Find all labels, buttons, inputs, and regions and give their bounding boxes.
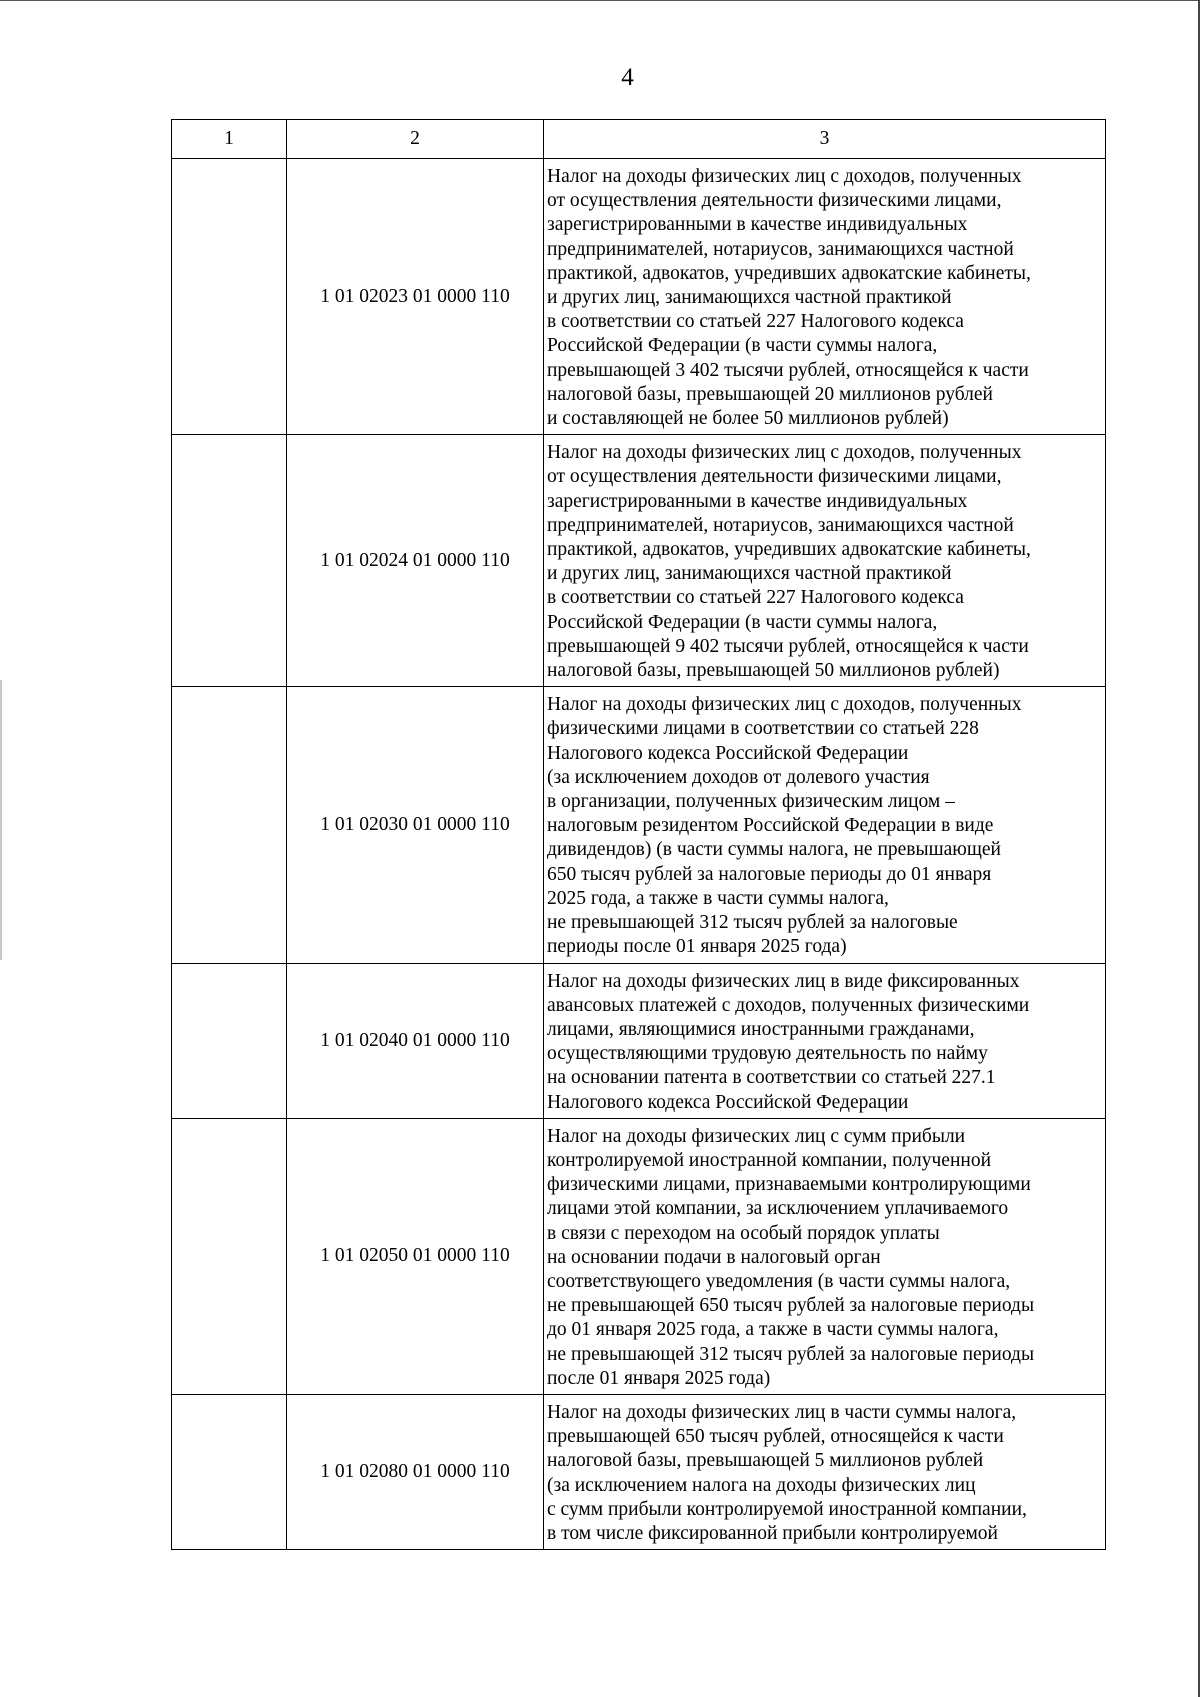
description-line: зарегистрированными в качестве индивидуальных [547,214,968,236]
row-number-cell [172,1394,287,1549]
table-row [172,1118,1106,1394]
description-line: налоговой базы, превышающей 20 миллионов рублей [547,383,993,405]
budget-classification-code: 1 01 02030 01 0000 110 [287,687,544,963]
income-description-cell [544,963,1106,1118]
description-line: физическими лицами в соответствии со статьей 228 [547,718,979,740]
budget-classification-code: 1 01 02080 01 0000 110 [287,1394,544,1549]
table-row [172,159,1106,435]
description-line: и других лиц, занимающихся частной практикой [547,563,952,585]
budget-classification-code: 1 01 02023 01 0000 110 [287,159,544,435]
description-line: периоды после 01 января 2025 года) [547,936,847,958]
description-line: не превышающей 650 тысяч рублей за налоговые периоды [547,1295,1035,1317]
description-line: превышающей 650 тысяч рублей, относящейся к части [547,1426,1004,1448]
description-line: и других лиц, занимающихся частной практикой [547,287,952,309]
description-line: превышающей 3 402 тысячи рублей, относящейся к части [547,359,1029,381]
description-line: в том числе фиксированной прибыли контролируемой [547,1522,998,1544]
description-line: от осуществления деятельности физическими лицами, [547,190,1002,212]
description-line: предпринимателей, нотариусов, занимающихся частной [547,238,1014,260]
description-line: Налог на доходы физических лиц с доходов, полученных [547,166,1022,187]
description-line: Налог на доходы физических лиц с сумм прибыли [547,1125,966,1147]
description-line: Налогового кодекса Российской Федерации [547,742,909,764]
page-number: 4 [621,64,634,91]
budget-classification-code: 1 01 02024 01 0000 110 [287,435,544,687]
description-line: авансовых платежей с доходов, полученных физическими [547,994,1030,1016]
description-line: после 01 января 2025 года) [547,1367,771,1389]
scan-left-shadow [0,680,2,960]
description-line: в связи с переходом на особый порядок уплаты [547,1222,940,1244]
description-line: физическими лицами, признаваемыми контролирующими [547,1174,1031,1196]
table-row [172,435,1106,687]
description-line: лицами этой компании, за исключением уплачиваемого [547,1198,1009,1220]
row-number-cell [172,1118,287,1394]
table-row [172,963,1106,1118]
row-number-cell [172,159,287,435]
description-line: Налог на доходы физических лиц с доходов, полученных [547,442,1022,464]
row-number-cell [172,963,287,1118]
income-description-cell [544,1118,1106,1394]
description-line: (за исключением доходов от долевого участия [547,766,930,788]
budget-classification-code: 1 01 02050 01 0000 110 [287,1118,544,1394]
table-row [172,687,1106,963]
description-line: на основании подачи в налоговый орган [547,1246,881,1268]
description-line: в соответствии со статьей 227 Налогового кодекса [547,587,964,609]
description-line: Российской Федерации (в части суммы налога, [547,335,938,357]
description-line: налоговой базы, превышающей 5 миллионов рублей [547,1450,984,1472]
table-row [172,1394,1106,1549]
table-header-row [172,120,1106,159]
description-line: 2025 года, а также в части суммы налога, [547,887,889,909]
description-line: Российской Федерации (в части суммы налога, [547,611,938,633]
description-line: соответствующего уведомления (в части суммы налога, [547,1270,1011,1292]
description-line: Налог на доходы физических лиц в виде фиксированных [547,970,1020,992]
description-line: превышающей 9 402 тысячи рублей, относящейся к части [547,635,1029,657]
budget-classification-code: 1 01 02040 01 0000 110 [287,963,544,1118]
description-line: в организации, полученных физическим лицом – [547,791,955,813]
description-line: осуществляющими трудовую деятельность по найму [547,1043,988,1065]
description-line: не превышающей 312 тысяч рублей за налоговые периоды [547,1343,1035,1365]
description-line: Налог на доходы физических лиц в части суммы налога, [547,1401,1017,1423]
income-classification-table [171,119,1106,1550]
column-header-2: 2 [287,120,544,159]
description-line: лицами, являющимися иностранными гражданами, [547,1018,975,1040]
description-line: практикой, адвокатов, учредивших адвокатские кабинеты, [547,539,1031,561]
description-line: налоговым резидентом Российской Федерации в виде [547,815,994,837]
description-line: не превышающей 312 тысяч рублей за налоговые [547,912,958,934]
description-line: предпринимателей, нотариусов, занимающихся частной [547,514,1014,536]
description-line: практикой, адвокатов, учредивших адвокатские кабинеты, [547,262,1031,284]
income-description-cell [544,159,1106,435]
row-number-cell [172,435,287,687]
description-line: 650 тысяч рублей за налоговые периоды до 01 января [547,863,992,885]
description-line: от осуществления деятельности физическими лицами, [547,466,1002,488]
description-line: в соответствии со статьей 227 Налогового кодекса [547,311,964,333]
description-line: (за исключением налога на доходы физических лиц [547,1474,976,1496]
row-number-cell [172,687,287,963]
description-line: зарегистрированными в качестве индивидуальных [547,490,968,512]
description-line: Налог на доходы физических лиц с доходов, полученных [547,694,1022,716]
description-line: Налогового кодекса Российской Федерации [547,1091,909,1113]
income-description-cell [544,1394,1106,1549]
scan-top-edge [0,0,1200,1]
description-line: налоговой базы, превышающей 50 миллионов рублей) [547,660,1000,682]
table-body [172,159,1106,1550]
description-line: на основании патента в соответствии со статьей 227.1 [547,1067,996,1089]
description-line: и составляющей не более 50 миллионов рублей) [547,408,949,430]
description-line: дивидендов) (в части суммы налога, не превышающей [547,839,1001,861]
column-header-1: 1 [172,120,287,159]
description-line: контролируемой иностранной компании, полученной [547,1149,992,1171]
income-description-cell [544,687,1106,963]
description-line: до 01 января 2025 года, а также в части суммы налога, [547,1319,999,1341]
column-header-3: 3 [544,120,1106,159]
description-line: с сумм прибыли контролируемой иностранной компании, [547,1498,1027,1520]
income-description-cell [544,435,1106,687]
